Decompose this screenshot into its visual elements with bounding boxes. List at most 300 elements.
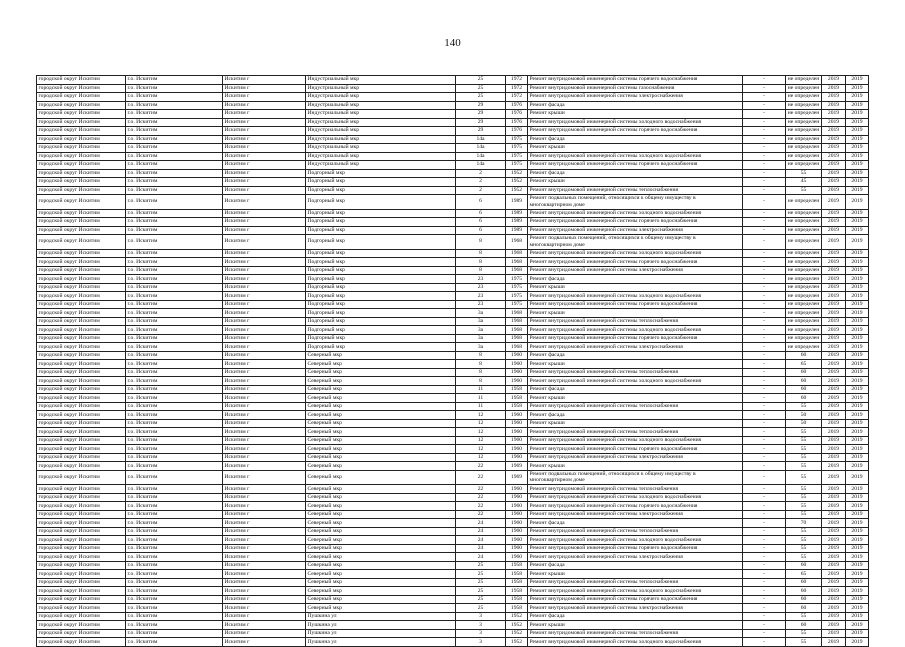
cell-work-type: Ремонт внутридомовой инженерной системы газоснабжения bbox=[528, 84, 743, 93]
cell-district: г.о. Искитим bbox=[126, 144, 223, 153]
cell-year-end: 2019 bbox=[846, 300, 869, 309]
cell-year-built: 1960 bbox=[506, 411, 528, 420]
cell-district: г.о. Искитим bbox=[126, 275, 223, 284]
cell-street: Северный мкр bbox=[306, 394, 456, 403]
cell-work-type: Ремонт внутридомовой инженерной системы холодного водоснабжения bbox=[528, 118, 743, 127]
cell-value: 55 bbox=[786, 502, 822, 511]
cell-street: Северный мкр bbox=[306, 595, 456, 604]
cell-street: Подгорный мкр bbox=[306, 258, 456, 267]
cell-dash: - bbox=[743, 536, 786, 545]
cell-municipality: городской округ Искитим bbox=[37, 629, 126, 638]
cell-municipality: городской округ Искитим bbox=[37, 510, 126, 519]
cell-year-start: 2019 bbox=[822, 226, 846, 235]
cell-district: г.о. Искитим bbox=[126, 462, 223, 471]
cell-year-built: 1989 bbox=[506, 195, 528, 210]
cell-year-built: 1960 bbox=[506, 493, 528, 502]
cell-work-type: Ремонт внутридомовой инженерной системы электроснабжения bbox=[528, 266, 743, 275]
cell-year-built: 1968 bbox=[506, 334, 528, 343]
cell-value: 55 bbox=[786, 470, 822, 485]
cell-dash: - bbox=[743, 377, 786, 386]
cell-year-end: 2019 bbox=[846, 368, 869, 377]
cell-municipality: городской округ Искитим bbox=[37, 445, 126, 454]
cell-year-end: 2019 bbox=[846, 502, 869, 511]
cell-work-type: Ремонт внутридомовой инженерной системы электроснабжения bbox=[528, 343, 743, 352]
cell-house-number: 14а bbox=[456, 161, 506, 170]
cell-year-end: 2019 bbox=[846, 445, 869, 454]
cell-work-type: Ремонт внутридомовой инженерной системы теплоснабжения bbox=[528, 428, 743, 437]
cell-year-end: 2019 bbox=[846, 127, 869, 136]
table-row bbox=[37, 351, 869, 360]
cell-locality: Искитим г bbox=[223, 218, 306, 227]
cell-value: не определен bbox=[786, 309, 822, 318]
cell-locality: Искитим г bbox=[223, 275, 306, 284]
cell-work-type: Ремонт внутридомовой инженерной системы теплоснабжения bbox=[528, 402, 743, 411]
cell-year-end: 2019 bbox=[846, 93, 869, 102]
cell-locality: Искитим г bbox=[223, 436, 306, 445]
cell-municipality: городской округ Искитим bbox=[37, 604, 126, 613]
cell-street: Северный мкр bbox=[306, 428, 456, 437]
cell-dash: - bbox=[743, 553, 786, 562]
cell-house-number: 12 bbox=[456, 436, 506, 445]
cell-year-end: 2019 bbox=[846, 218, 869, 227]
cell-year-built: 1968 bbox=[506, 266, 528, 275]
table-row bbox=[37, 93, 869, 102]
cell-locality: Искитим г bbox=[223, 135, 306, 144]
table-row bbox=[37, 292, 869, 301]
cell-district: г.о. Искитим bbox=[126, 135, 223, 144]
cell-year-start: 2019 bbox=[822, 470, 846, 485]
cell-year-end: 2019 bbox=[846, 292, 869, 301]
cell-locality: Искитим г bbox=[223, 445, 306, 454]
cell-municipality: городской округ Искитим bbox=[37, 226, 126, 235]
cell-work-type: Ремонт крыши bbox=[528, 178, 743, 187]
cell-dash: - bbox=[743, 394, 786, 403]
cell-municipality: городской округ Искитим bbox=[37, 544, 126, 553]
cell-year-start: 2019 bbox=[822, 360, 846, 369]
cell-locality: Искитим г bbox=[223, 638, 306, 647]
cell-district: г.о. Искитим bbox=[126, 536, 223, 545]
cell-street: Северный мкр bbox=[306, 351, 456, 360]
cell-municipality: городской округ Искитим bbox=[37, 368, 126, 377]
cell-value: 55 bbox=[786, 436, 822, 445]
cell-work-type: Ремонт внутридомовой инженерной системы горячего водоснабжения bbox=[528, 76, 743, 85]
cell-locality: Искитим г bbox=[223, 428, 306, 437]
cell-year-built: 1952 bbox=[506, 638, 528, 647]
cell-year-start: 2019 bbox=[822, 587, 846, 596]
cell-locality: Искитим г bbox=[223, 351, 306, 360]
cell-year-end: 2019 bbox=[846, 249, 869, 258]
cell-district: г.о. Искитим bbox=[126, 101, 223, 110]
cell-locality: Искитим г bbox=[223, 402, 306, 411]
cell-year-built: 1968 bbox=[506, 326, 528, 335]
cell-dash: - bbox=[743, 419, 786, 428]
cell-year-built: 1958 bbox=[506, 385, 528, 394]
cell-street: Подгорный мкр bbox=[306, 326, 456, 335]
table-row bbox=[37, 428, 869, 437]
cell-value: 55 bbox=[786, 544, 822, 553]
cell-year-start: 2019 bbox=[822, 309, 846, 318]
cell-year-start: 2019 bbox=[822, 502, 846, 511]
cell-value: не определен bbox=[786, 101, 822, 110]
cell-street: Северный мкр bbox=[306, 402, 456, 411]
table-row bbox=[37, 544, 869, 553]
cell-municipality: городской округ Искитим bbox=[37, 612, 126, 621]
cell-year-built: 1968 bbox=[506, 235, 528, 250]
cell-year-built: 1958 bbox=[506, 561, 528, 570]
cell-year-built: 1989 bbox=[506, 218, 528, 227]
cell-year-end: 2019 bbox=[846, 561, 869, 570]
cell-house-number: 25 bbox=[456, 570, 506, 579]
cell-street: Подгорный мкр bbox=[306, 275, 456, 284]
cell-year-start: 2019 bbox=[822, 485, 846, 494]
cell-work-type: Ремонт внутридомовой инженерной системы теплоснабжения bbox=[528, 186, 743, 195]
cell-street: Северный мкр bbox=[306, 493, 456, 502]
cell-dash: - bbox=[743, 360, 786, 369]
table-row bbox=[37, 235, 869, 250]
cell-dash: - bbox=[743, 604, 786, 613]
cell-value: 60 bbox=[786, 368, 822, 377]
cell-street: Северный мкр bbox=[306, 578, 456, 587]
cell-municipality: городской округ Искитим bbox=[37, 402, 126, 411]
cell-year-start: 2019 bbox=[822, 195, 846, 210]
cell-locality: Искитим г bbox=[223, 519, 306, 528]
table-row bbox=[37, 343, 869, 352]
cell-municipality: городской округ Искитим bbox=[37, 218, 126, 227]
table-row bbox=[37, 178, 869, 187]
cell-dash: - bbox=[743, 502, 786, 511]
cell-dash: - bbox=[743, 218, 786, 227]
cell-year-built: 1968 bbox=[506, 249, 528, 258]
table-row bbox=[37, 510, 869, 519]
cell-work-type: Ремонт внутридомовой инженерной системы теплоснабжения bbox=[528, 485, 743, 494]
cell-year-end: 2019 bbox=[846, 235, 869, 250]
cell-locality: Искитим г bbox=[223, 169, 306, 178]
cell-locality: Искитим г bbox=[223, 110, 306, 119]
cell-year-built: 1968 bbox=[506, 309, 528, 318]
cell-year-end: 2019 bbox=[846, 428, 869, 437]
cell-municipality: городской округ Искитим bbox=[37, 561, 126, 570]
cell-dash: - bbox=[743, 178, 786, 187]
cell-district: г.о. Искитим bbox=[126, 419, 223, 428]
cell-year-end: 2019 bbox=[846, 604, 869, 613]
cell-district: г.о. Искитим bbox=[126, 249, 223, 258]
cell-year-start: 2019 bbox=[822, 527, 846, 536]
cell-locality: Искитим г bbox=[223, 544, 306, 553]
cell-year-start: 2019 bbox=[822, 110, 846, 119]
cell-house-number: 3а bbox=[456, 317, 506, 326]
cell-district: г.о. Искитим bbox=[126, 209, 223, 218]
cell-street: Индустриальный мкр bbox=[306, 118, 456, 127]
cell-street: Северный мкр bbox=[306, 587, 456, 596]
table-row bbox=[37, 360, 869, 369]
cell-district: г.о. Искитим bbox=[126, 351, 223, 360]
cell-district: г.о. Искитим bbox=[126, 485, 223, 494]
cell-house-number: 25 bbox=[456, 604, 506, 613]
cell-year-start: 2019 bbox=[822, 334, 846, 343]
cell-value: 50 bbox=[786, 419, 822, 428]
cell-year-built: 1958 bbox=[506, 402, 528, 411]
cell-street: Северный мкр bbox=[306, 536, 456, 545]
cell-dash: - bbox=[743, 84, 786, 93]
cell-municipality: городской округ Искитим bbox=[37, 453, 126, 462]
cell-dash: - bbox=[743, 587, 786, 596]
cell-locality: Искитим г bbox=[223, 553, 306, 562]
cell-year-end: 2019 bbox=[846, 76, 869, 85]
cell-district: г.о. Искитим bbox=[126, 502, 223, 511]
cell-house-number: 25 bbox=[456, 76, 506, 85]
cell-year-end: 2019 bbox=[846, 283, 869, 292]
cell-locality: Искитим г bbox=[223, 587, 306, 596]
cell-dash: - bbox=[743, 292, 786, 301]
cell-district: г.о. Искитим bbox=[126, 317, 223, 326]
cell-work-type: Ремонт внутридомовой инженерной системы теплоснабжения bbox=[528, 527, 743, 536]
cell-year-built: 1972 bbox=[506, 84, 528, 93]
cell-year-built: 1960 bbox=[506, 553, 528, 562]
cell-locality: Искитим г bbox=[223, 101, 306, 110]
cell-house-number: 12 bbox=[456, 445, 506, 454]
cell-street: Северный мкр bbox=[306, 519, 456, 528]
cell-dash: - bbox=[743, 326, 786, 335]
cell-year-start: 2019 bbox=[822, 519, 846, 528]
cell-year-end: 2019 bbox=[846, 169, 869, 178]
cell-house-number: 25 bbox=[456, 93, 506, 102]
cell-value: 65 bbox=[786, 570, 822, 579]
cell-municipality: городской округ Искитим bbox=[37, 292, 126, 301]
cell-value: не определен bbox=[786, 226, 822, 235]
cell-work-type: Ремонт внутридомовой инженерной системы электроснабжения bbox=[528, 553, 743, 562]
cell-municipality: городской округ Искитим bbox=[37, 118, 126, 127]
table-row bbox=[37, 161, 869, 170]
cell-dash: - bbox=[743, 226, 786, 235]
cell-work-type: Ремонт крыши bbox=[528, 360, 743, 369]
cell-house-number: 25 bbox=[456, 84, 506, 93]
cell-work-type: Ремонт внутридомовой инженерной системы горячего водоснабжения bbox=[528, 544, 743, 553]
cell-district: г.о. Искитим bbox=[126, 411, 223, 420]
cell-work-type: Ремонт фасада bbox=[528, 411, 743, 420]
cell-dash: - bbox=[743, 283, 786, 292]
cell-year-end: 2019 bbox=[846, 152, 869, 161]
cell-municipality: городской округ Искитим bbox=[37, 527, 126, 536]
cell-street: Северный мкр bbox=[306, 360, 456, 369]
cell-year-start: 2019 bbox=[822, 152, 846, 161]
cell-street: Северный мкр bbox=[306, 561, 456, 570]
cell-house-number: 3а bbox=[456, 309, 506, 318]
cell-street: Индустриальный мкр bbox=[306, 76, 456, 85]
cell-locality: Искитим г bbox=[223, 377, 306, 386]
cell-year-end: 2019 bbox=[846, 612, 869, 621]
cell-street: Северный мкр bbox=[306, 553, 456, 562]
cell-year-start: 2019 bbox=[822, 235, 846, 250]
cell-street: Северный мкр bbox=[306, 436, 456, 445]
cell-year-end: 2019 bbox=[846, 553, 869, 562]
cell-year-start: 2019 bbox=[822, 76, 846, 85]
cell-district: г.о. Искитим bbox=[126, 638, 223, 647]
cell-district: г.о. Искитим bbox=[126, 445, 223, 454]
cell-dash: - bbox=[743, 445, 786, 454]
cell-year-start: 2019 bbox=[822, 419, 846, 428]
cell-house-number: 8 bbox=[456, 351, 506, 360]
cell-work-type: Ремонт подвальных помещений, относящихся к общему имуществу в многоквартирном доме bbox=[528, 470, 743, 485]
cell-value: 55 bbox=[786, 510, 822, 519]
cell-municipality: городской округ Искитим bbox=[37, 638, 126, 647]
cell-value: 55 bbox=[786, 402, 822, 411]
table-row bbox=[37, 485, 869, 494]
cell-municipality: городской округ Искитим bbox=[37, 485, 126, 494]
cell-year-built: 1958 bbox=[506, 587, 528, 596]
cell-dash: - bbox=[743, 621, 786, 630]
cell-year-end: 2019 bbox=[846, 317, 869, 326]
cell-municipality: городской округ Искитим bbox=[37, 570, 126, 579]
cell-work-type: Ремонт крыши bbox=[528, 570, 743, 579]
cell-district: г.о. Искитим bbox=[126, 453, 223, 462]
table-row bbox=[37, 300, 869, 309]
cell-year-start: 2019 bbox=[822, 209, 846, 218]
cell-district: г.о. Искитим bbox=[126, 360, 223, 369]
cell-year-end: 2019 bbox=[846, 161, 869, 170]
cell-house-number: 29 bbox=[456, 118, 506, 127]
cell-year-built: 1975 bbox=[506, 161, 528, 170]
cell-street: Подгорный мкр bbox=[306, 283, 456, 292]
cell-municipality: городской округ Искитим bbox=[37, 377, 126, 386]
cell-value: 60 bbox=[786, 578, 822, 587]
cell-year-end: 2019 bbox=[846, 135, 869, 144]
cell-municipality: городской округ Искитим bbox=[37, 502, 126, 511]
cell-year-built: 1960 bbox=[506, 453, 528, 462]
cell-house-number: 24 bbox=[456, 553, 506, 562]
cell-house-number: 25 bbox=[456, 595, 506, 604]
cell-year-end: 2019 bbox=[846, 536, 869, 545]
cell-year-end: 2019 bbox=[846, 419, 869, 428]
cell-work-type: Ремонт подвальных помещений, относящихся к общему имуществу в многоквартирном доме bbox=[528, 235, 743, 250]
cell-year-end: 2019 bbox=[846, 385, 869, 394]
cell-municipality: городской округ Искитим bbox=[37, 258, 126, 267]
cell-house-number: 23 bbox=[456, 300, 506, 309]
cell-value: 55 bbox=[786, 485, 822, 494]
cell-year-start: 2019 bbox=[822, 249, 846, 258]
cell-year-start: 2019 bbox=[822, 343, 846, 352]
cell-house-number: 23 bbox=[456, 292, 506, 301]
cell-value: 55 bbox=[786, 638, 822, 647]
cell-dash: - bbox=[743, 135, 786, 144]
cell-locality: Искитим г bbox=[223, 360, 306, 369]
cell-year-end: 2019 bbox=[846, 462, 869, 471]
cell-locality: Искитим г bbox=[223, 578, 306, 587]
cell-dash: - bbox=[743, 470, 786, 485]
cell-year-end: 2019 bbox=[846, 351, 869, 360]
cell-dash: - bbox=[743, 152, 786, 161]
cell-house-number: 14а bbox=[456, 152, 506, 161]
cell-municipality: городской округ Искитим bbox=[37, 553, 126, 562]
cell-street: Северный мкр bbox=[306, 419, 456, 428]
cell-municipality: городской округ Искитим bbox=[37, 394, 126, 403]
cell-value: не определен bbox=[786, 334, 822, 343]
cell-year-start: 2019 bbox=[822, 218, 846, 227]
cell-year-built: 1960 bbox=[506, 351, 528, 360]
cell-year-built: 1960 bbox=[506, 377, 528, 386]
cell-district: г.о. Искитим bbox=[126, 118, 223, 127]
cell-municipality: городской округ Искитим bbox=[37, 621, 126, 630]
cell-municipality: городской округ Искитим bbox=[37, 578, 126, 587]
cell-year-built: 1960 bbox=[506, 544, 528, 553]
cell-work-type: Ремонт фасада bbox=[528, 351, 743, 360]
cell-house-number: 2 bbox=[456, 186, 506, 195]
table-row bbox=[37, 612, 869, 621]
table-row bbox=[37, 436, 869, 445]
cell-district: г.о. Искитим bbox=[126, 235, 223, 250]
cell-dash: - bbox=[743, 544, 786, 553]
cell-street: Индустриальный мкр bbox=[306, 84, 456, 93]
cell-work-type: Ремонт внутридомовой инженерной системы горячего водоснабжения bbox=[528, 218, 743, 227]
cell-dash: - bbox=[743, 76, 786, 85]
cell-district: г.о. Искитим bbox=[126, 169, 223, 178]
cell-value: 55 bbox=[786, 169, 822, 178]
cell-district: г.о. Искитим bbox=[126, 343, 223, 352]
table-row bbox=[37, 186, 869, 195]
cell-dash: - bbox=[743, 402, 786, 411]
cell-house-number: 8 bbox=[456, 258, 506, 267]
cell-street: Пушкина ул bbox=[306, 612, 456, 621]
cell-year-start: 2019 bbox=[822, 544, 846, 553]
cell-dash: - bbox=[743, 570, 786, 579]
table-row bbox=[37, 578, 869, 587]
cell-year-built: 1952 bbox=[506, 178, 528, 187]
cell-year-start: 2019 bbox=[822, 428, 846, 437]
cell-work-type: Ремонт фасада bbox=[528, 519, 743, 528]
cell-year-end: 2019 bbox=[846, 84, 869, 93]
cell-dash: - bbox=[743, 309, 786, 318]
cell-year-built: 1960 bbox=[506, 485, 528, 494]
cell-year-end: 2019 bbox=[846, 326, 869, 335]
table-row bbox=[37, 502, 869, 511]
table-row bbox=[37, 209, 869, 218]
cell-year-built: 1976 bbox=[506, 118, 528, 127]
cell-municipality: городской округ Искитим bbox=[37, 428, 126, 437]
cell-dash: - bbox=[743, 195, 786, 210]
cell-locality: Искитим г bbox=[223, 462, 306, 471]
cell-year-built: 1969 bbox=[506, 470, 528, 485]
cell-dash: - bbox=[743, 317, 786, 326]
cell-municipality: городской округ Искитим bbox=[37, 595, 126, 604]
cell-dash: - bbox=[743, 436, 786, 445]
cell-street: Подгорный мкр bbox=[306, 235, 456, 250]
cell-locality: Искитим г bbox=[223, 343, 306, 352]
cell-municipality: городской округ Искитим bbox=[37, 385, 126, 394]
cell-street: Индустриальный мкр bbox=[306, 110, 456, 119]
cell-year-start: 2019 bbox=[822, 612, 846, 621]
cell-locality: Искитим г bbox=[223, 226, 306, 235]
cell-municipality: городской округ Искитим bbox=[37, 135, 126, 144]
cell-year-built: 1975 bbox=[506, 135, 528, 144]
cell-dash: - bbox=[743, 144, 786, 153]
cell-year-start: 2019 bbox=[822, 93, 846, 102]
cell-dash: - bbox=[743, 368, 786, 377]
cell-street: Подгорный мкр bbox=[306, 186, 456, 195]
cell-work-type: Ремонт крыши bbox=[528, 419, 743, 428]
cell-locality: Искитим г bbox=[223, 470, 306, 485]
cell-work-type: Ремонт внутридомовой инженерной системы горячего водоснабжения bbox=[528, 502, 743, 511]
cell-house-number: 29 bbox=[456, 110, 506, 119]
cell-locality: Искитим г bbox=[223, 118, 306, 127]
table-row bbox=[37, 258, 869, 267]
cell-year-start: 2019 bbox=[822, 629, 846, 638]
cell-year-built: 1960 bbox=[506, 527, 528, 536]
cell-municipality: городской округ Искитим bbox=[37, 152, 126, 161]
cell-municipality: городской округ Искитим bbox=[37, 127, 126, 136]
cell-dash: - bbox=[743, 493, 786, 502]
cell-municipality: городской округ Искитим bbox=[37, 93, 126, 102]
cell-locality: Искитим г bbox=[223, 93, 306, 102]
cell-year-end: 2019 bbox=[846, 275, 869, 284]
